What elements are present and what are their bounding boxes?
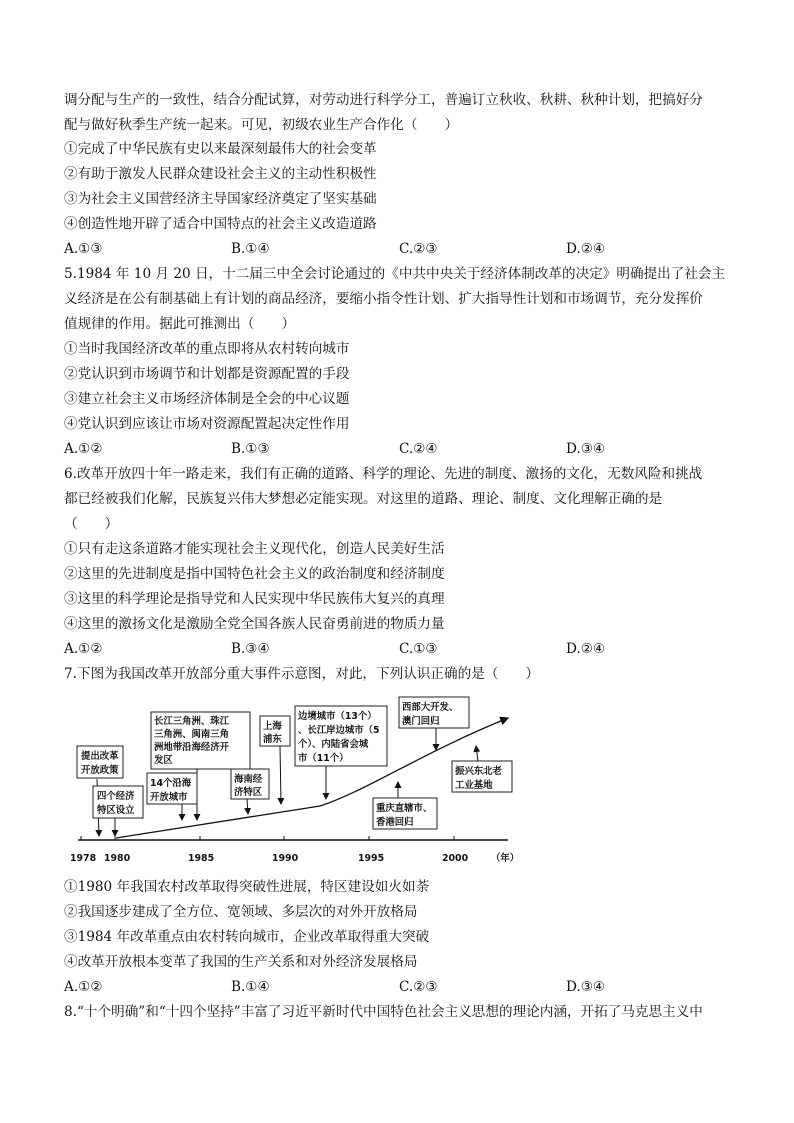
reform-timeline-diagram xyxy=(64,690,524,870)
event-text: 三角洲、闽南三角 xyxy=(154,729,230,740)
q6-option-a[interactable]: A.①② xyxy=(64,641,103,657)
q6-option-c[interactable]: C.①③ xyxy=(399,641,438,657)
q7-stem: 7.下图为我国改革开放部分重大事件示意图，对此，下列认识正确的是（ ） xyxy=(64,666,540,682)
q6-item-3: ③这里的科学理论是指导党和人民实现中华民族伟大复兴的真理 xyxy=(64,591,445,607)
q5-item-1: ①当时我国经济改革的重点即将从农村转向城市 xyxy=(64,341,350,357)
event-text: 开放城市 xyxy=(150,792,188,803)
q4-option-b[interactable]: B.①④ xyxy=(231,241,270,257)
event-box-1978 xyxy=(77,746,123,778)
event-box-1985 xyxy=(151,712,250,769)
q5-option-c[interactable]: C.②④ xyxy=(399,441,438,457)
q5-item-3: ③建立社会主义市场经济体制是全会的中心议题 xyxy=(64,391,350,407)
q8-stem-line1: 8.“十个明确”和“十四个坚持”丰富了习近平新时代中国特色社会主义思想的理论内涵，开拓了马克思主义中 xyxy=(64,1004,703,1020)
q6-stem-line3: （ ） xyxy=(64,516,119,532)
event-box-1988 xyxy=(231,769,269,799)
connector-arrow xyxy=(247,799,248,814)
event-box-2003 xyxy=(452,761,512,792)
event-box-1997 xyxy=(373,798,437,829)
event-text: 开放政策 xyxy=(81,765,119,776)
event-text: 济特区 xyxy=(234,787,263,798)
event-text: 工业基地 xyxy=(455,780,493,791)
q4-option-d[interactable]: D.②④ xyxy=(566,241,606,257)
axis-unit: （年） xyxy=(491,853,520,864)
event-text: 长江三角洲、珠江 xyxy=(154,716,230,727)
q6-stem-line1: 6.改革开放四十年一路走来，我们有正确的道路、科学的理论、先进的制度、激扬的文化，无数风险和挑战 xyxy=(64,466,703,482)
q5-option-b[interactable]: B.①③ xyxy=(231,441,270,457)
connector-arrow xyxy=(476,746,478,761)
q4-item-4: ④创造性地开辟了适合中国特点的社会主义改造道路 xyxy=(64,216,377,232)
tick-label: 1990 xyxy=(272,853,299,864)
tick-label: 1980 xyxy=(104,853,131,864)
q7-item-4: ④改革开放根本变革了我国的生产关系和对外经济发展格局 xyxy=(64,954,418,970)
q5-item-2: ②党认识到市场调节和计划都是资源配置的手段 xyxy=(64,366,350,382)
q6-option-d[interactable]: D.②④ xyxy=(566,641,606,657)
tick-label: 1985 xyxy=(188,853,215,864)
event-box-1990 xyxy=(260,716,290,746)
q4-item-2: ②有助于激发人民群众建设社会主义的主动性积极性 xyxy=(64,166,377,182)
event-text: 个）、内陆省会城 xyxy=(298,739,369,750)
q5-stem-line3: 值规律的作用。据此可推测出（ ） xyxy=(64,316,296,332)
tick-label: 2000 xyxy=(442,853,469,864)
connector-arrow xyxy=(280,746,281,804)
q7-option-a[interactable]: A.①② xyxy=(64,979,103,995)
q4-option-c[interactable]: C.②③ xyxy=(399,241,438,257)
event-text: 重庆直辖市、 xyxy=(376,803,433,814)
event-text: 四个经济 xyxy=(97,791,135,802)
q5-stem-line2: 义经济是在公有制基础上有计划的商品经济，要缩小指令性计划、扩大指导性计划和市场调节，充分发挥价 xyxy=(64,291,703,307)
q4-item-1: ①完成了中华民族有史以来最深刻最伟大的社会变革 xyxy=(64,141,377,157)
event-text: 市（11个） xyxy=(298,753,349,764)
q7-item-2: ②我国逐步建成了全方位、宽领域、多层次的对外开放格局 xyxy=(64,904,418,920)
q7-item-1: ①1980 年我国农村改革取得突破性进展，特区建设如火如荼 xyxy=(64,879,430,895)
tick-label: 1978 xyxy=(70,853,97,864)
event-text: 振兴东北老 xyxy=(455,766,502,777)
q6-stem-line2: 都已经被我们化解，民族复兴伟大梦想必定能实现。对这里的道路、理论、制度、文化理解正确的是 xyxy=(64,491,663,507)
event-text: 浦东 xyxy=(263,734,282,745)
event-box-1992 xyxy=(295,706,387,766)
event-text: 、长江岸边城市（5 xyxy=(298,725,380,736)
q5-option-a[interactable]: A.①② xyxy=(64,441,103,457)
q6-item-4: ④这里的激扬文化是激励全党全国各族人民奋勇前进的物质力量 xyxy=(64,616,445,632)
event-text: 海南经 xyxy=(234,774,263,785)
q6-option-b[interactable]: B.③④ xyxy=(231,641,270,657)
event-text: 香港回归 xyxy=(376,817,414,828)
event-text: 上海 xyxy=(263,721,282,732)
event-text: 西部大开发、 xyxy=(402,702,459,713)
q7-item-3: ③1984 年改革重点由农村转向城市，企业改革取得重大突破 xyxy=(64,929,430,945)
event-text: 发区 xyxy=(154,755,173,766)
event-box-1984 xyxy=(147,773,197,804)
event-box-1980 xyxy=(93,786,143,818)
event-text: 14个沿海 xyxy=(150,778,192,789)
q6-item-2: ②这里的先进制度是指中国特色社会主义的政治制度和经济制度 xyxy=(64,566,445,582)
q4-stem-line1: 调分配与生产的一致性，结合分配试算，对劳动进行科学分工，普遍订立秋收、秋耕、秋种计划，把搞好分 xyxy=(64,92,703,108)
q5-stem-line1: 5.1984 年 10 月 20 日，十二届三中全会讨论通过的《中共中央关于经济体制改革的决定》明确提出了社会主 xyxy=(64,266,726,282)
q7-option-c[interactable]: C.②③ xyxy=(399,979,438,995)
event-text: 提出改革 xyxy=(81,751,119,762)
event-text: 洲地带沿海经济开 xyxy=(154,742,230,753)
q6-item-1: ①只有走这条道路才能实现社会主义现代化，创造人民美好生活 xyxy=(64,541,445,557)
q5-item-4: ④党认识到应该让市场对资源配置起决定性作用 xyxy=(64,416,350,432)
event-box-1999 xyxy=(399,697,469,728)
tick-label: 1995 xyxy=(358,853,385,864)
q4-item-3: ③为社会主义国营经济主导国家经济奠定了坚实基础 xyxy=(64,191,377,207)
event-text: 澳门回归 xyxy=(402,716,440,727)
q4-stem-line2: 配与做好秋季生产统一起来。可见，初级农业生产合作化（ ） xyxy=(64,117,459,133)
q4-option-a[interactable]: A.①③ xyxy=(64,241,103,257)
event-text: 边境城市（13个） xyxy=(298,711,377,722)
event-text: 特区设立 xyxy=(97,805,135,816)
q7-option-d[interactable]: D.③④ xyxy=(566,979,606,995)
q5-option-d[interactable]: D.③④ xyxy=(566,441,606,457)
q7-option-b[interactable]: B.①④ xyxy=(231,979,270,995)
